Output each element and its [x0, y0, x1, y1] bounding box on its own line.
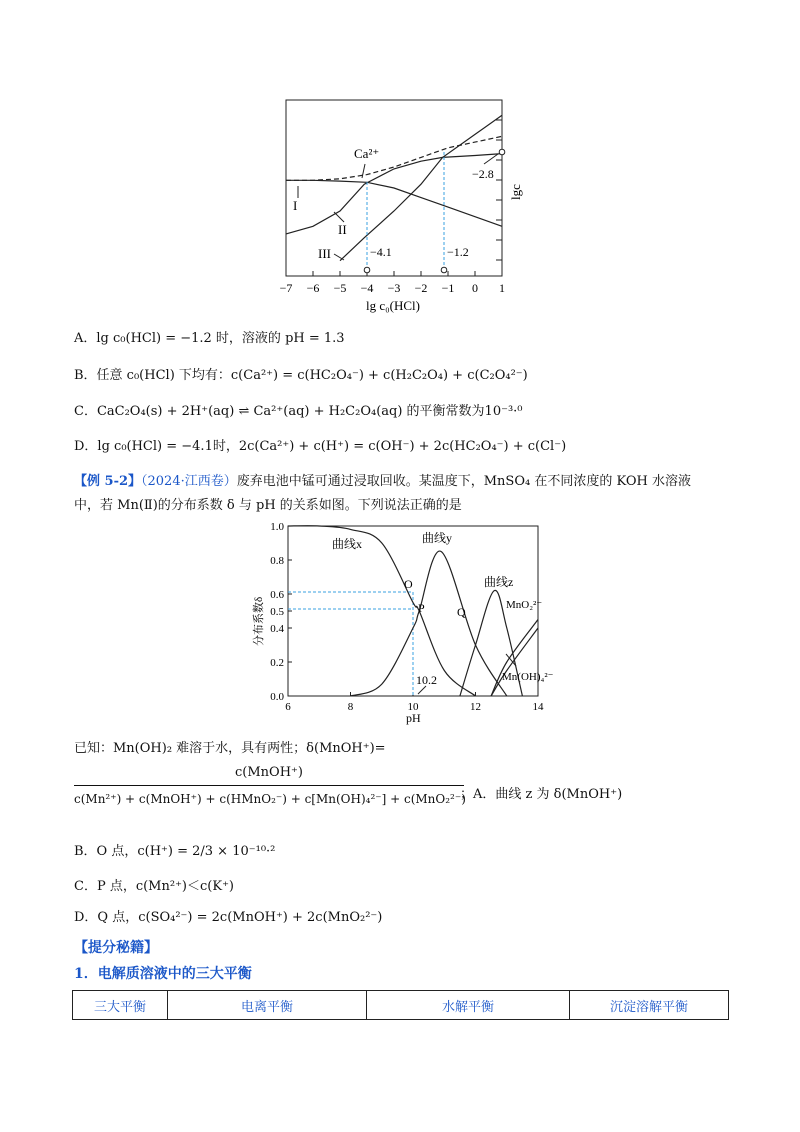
chart1-xtick-label: −5	[333, 281, 347, 295]
chart2-ytick-label: 0.6	[270, 589, 284, 601]
curve-II	[286, 154, 502, 234]
chart-lgc-vs-hcl	[262, 92, 552, 322]
label-mnoh4: Mn(OH)₄²⁻	[502, 671, 554, 683]
curve-I	[286, 180, 502, 226]
table-header: 三大平衡	[73, 991, 168, 1019]
equilibrium-table	[72, 990, 729, 1020]
anno-minus-1-2: −1.2	[447, 245, 469, 259]
chart2-ytick-label: 0.5	[270, 606, 284, 618]
chart-distribution-vs-ph	[248, 518, 558, 728]
chart2-xtick-label: 8	[347, 701, 354, 713]
label-curve-y: 曲线y	[422, 531, 453, 545]
chart1-xtick-label: −6	[306, 281, 320, 295]
chart1-ylabel: lgc	[508, 184, 523, 200]
chart2-xtick-label: 14	[532, 701, 544, 713]
chart2-xtick-label: 12	[470, 701, 481, 713]
q1-option-a: A．lg c₀(HCl) = −1.2 时，溶液的 pH = 1.3	[74, 331, 345, 346]
point-right	[499, 149, 505, 155]
table-header: 电离平衡	[168, 991, 367, 1019]
point-p: P	[418, 601, 425, 615]
q2-option-c: C．P 点，c(Mn²⁺)＜c(K⁺)	[74, 879, 235, 894]
q1-option-d: D．lg c₀(HCl) = −4.1时，2c(Ca²⁺) + c(H⁺) = c(OH⁻) + 2c(HC₂O₄⁻) + c(Cl⁻)	[74, 439, 567, 454]
label-I: I	[293, 198, 298, 213]
curve-ca-dashed	[286, 136, 502, 180]
section-subtitle: 1．电解质溶液中的三大平衡	[74, 966, 252, 982]
delta-fraction	[74, 765, 464, 806]
point-o: O	[404, 577, 413, 591]
example-line2: 中，若 Mn(Ⅱ)的分布系数 δ 与 pH 的关系如图。下列说法正确的是	[74, 498, 462, 513]
example-source: （2024·江西卷）	[141, 474, 237, 489]
point-4-1	[364, 267, 370, 273]
known-intro: 已知：Mn(OH)₂ 难溶于水，具有两性；δ(MnOH⁺)=	[74, 741, 386, 756]
q1-option-c: C．CaC₂O₄(s) + 2H⁺(aq) ⇌ Ca²⁺(aq) + H₂C₂O₄(aq) 的平衡常数为10⁻³·⁰	[74, 404, 523, 419]
chart2-ytick-label: 0.4	[270, 623, 284, 635]
q2-option-b: B．O 点，c(H⁺) = 2/3 × 10⁻¹⁰·²	[74, 844, 276, 859]
label-III: III	[318, 246, 331, 261]
label-II: II	[338, 222, 347, 237]
table-header: 沉淀溶解平衡	[609, 999, 688, 1015]
anno-10-2: 10.2	[416, 673, 437, 687]
q2-option-d: D．Q 点，c(SO₄²⁻) = 2c(MnOH⁺) + 2c(MnO₂²⁻)	[74, 910, 383, 925]
chart1-xtick-label: −3	[387, 281, 401, 295]
chart2-ytick-label: 0.8	[270, 555, 284, 567]
label-curve-z: 曲线z	[484, 575, 514, 589]
table-header: 水解平衡	[367, 991, 570, 1019]
anno-minus-2-8: −2.8	[472, 167, 494, 181]
chart1-xtick-label: −1	[441, 281, 455, 295]
fraction-numerator: c(MnOH⁺)	[235, 765, 303, 780]
point-q: Q	[457, 605, 466, 619]
label-ca: Ca²⁺	[354, 146, 380, 161]
example-tag: 【例 5-2】	[74, 474, 142, 489]
fraction-denominator: c(Mn²⁺) + c(MnOH⁺) + c(HMnO₂⁻) + c[Mn(OH)₄²⁻] + c(MnO₂²⁻)	[74, 792, 466, 806]
chart1-xtick-label: −2	[414, 281, 428, 295]
chart1-xtick-label: 1	[499, 281, 505, 295]
chart1-xlabel: lg c₀(HCl)	[366, 298, 420, 313]
chart1-xtick-label: 0	[472, 281, 478, 295]
chart2-ytick-label: 0.0	[270, 691, 284, 703]
chart2-xtick-label: 6	[285, 701, 291, 713]
point-1-2	[441, 267, 447, 273]
chart2-frame	[288, 526, 538, 696]
chart2-ytick-label: 1.0	[270, 521, 284, 533]
chart1-xtick-label: −7	[279, 281, 293, 295]
q2-option-a: ；A．曲线 z 为 δ(MnOH⁺)	[460, 787, 623, 802]
curve-III	[340, 115, 502, 260]
chart2-ytick-label: 0.2	[270, 657, 284, 669]
example-text1: 废弃电池中锰可通过浸取回收。某温度下，MnSO₄ 在不同浓度的 KOH 水溶液	[236, 474, 691, 489]
chart2-xtick-label: 10	[407, 701, 419, 713]
anno-minus-4-1: −4.1	[370, 245, 392, 259]
label-curve-x: 曲线x	[332, 537, 363, 551]
chart1-xtick-label: −4	[360, 281, 374, 295]
label-mno2: MnO₂²⁻	[506, 599, 543, 611]
section-title: 【提分秘籍】	[74, 940, 158, 956]
chart2-ylabel: 分布系数δ	[253, 596, 265, 646]
example-line1	[74, 472, 691, 492]
curve-x	[288, 526, 476, 696]
chart2-xlabel: pH	[406, 711, 421, 725]
q1-option-b: B．任意 c₀(HCl) 下均有：c(Ca²⁺) = c(HC₂O₄⁻) + c(H₂C₂O₄) + c(C₂O₄²⁻)	[74, 368, 528, 383]
